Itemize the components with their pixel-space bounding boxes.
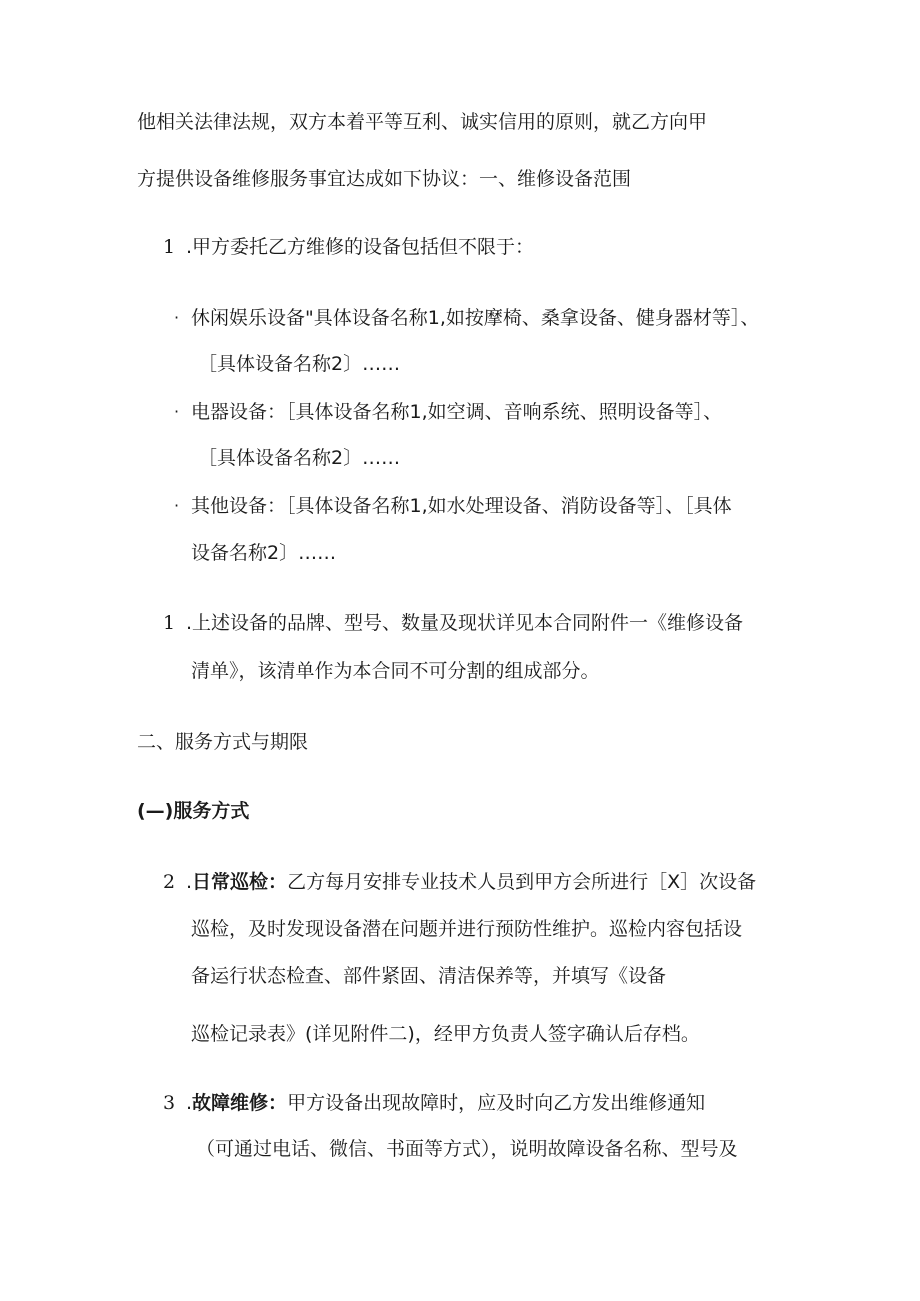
intro-line-1: 他相关法律法规，双方本着平等互利、诚实信用的原则，就乙方向甲 xyxy=(137,111,708,133)
item-rest: 甲方设备出现故障时，应及时向乙方发出维修通知 xyxy=(287,1092,706,1114)
item-bold-label: 故障维修： xyxy=(192,1092,288,1114)
item-number: 2 xyxy=(163,871,176,893)
item-bold-label: 日常巡检： xyxy=(192,871,288,893)
section-heading: 二、服务方式与期限 xyxy=(137,731,309,753)
bullet-mark: · xyxy=(174,308,180,327)
item-number: 1 xyxy=(163,612,176,634)
item-number: 1 xyxy=(163,236,176,258)
sub-heading: (—)服务方式 xyxy=(137,800,250,822)
bullet-line: 设备名称2〕…… xyxy=(191,542,337,564)
bullet-line: 休闲娱乐设备"具体设备名称1,如按摩椅、桑拿设备、健身器材等］、 xyxy=(191,307,760,329)
bullet-mark: · xyxy=(174,402,180,421)
item-text: （可通过电话、微信、书面等方式），说明故障设备名称、型号及 xyxy=(196,1138,738,1160)
item-prefix: . xyxy=(186,1092,193,1114)
item-number: 3 xyxy=(163,1092,176,1114)
item-text xyxy=(186,869,756,895)
bullet-line: 电器设备：［具体设备名称1,如空调、音响系统、照明设备等］、 xyxy=(191,401,723,423)
item-text: 备运行状态检查、部件紧固、清洁保养等，并填写《设备 xyxy=(191,965,667,987)
item-text: 巡检记录表》(详见附件二)，经甲方负责人签字确认后存档。 xyxy=(191,1023,700,1045)
item-prefix: . xyxy=(186,871,193,893)
item-text: .甲方委托乙方维修的设备包括但不限于： xyxy=(186,236,535,258)
item-text: 巡检，及时发现设备潜在问题并进行预防性维护。巡检内容包括设 xyxy=(191,918,743,940)
item-rest: 乙方每月安排专业技术人员到甲方会所进行［X］次设备 xyxy=(287,871,757,893)
intro-line-2: 方提供设备维修服务事宜达成如下协议：一、维修设备范围 xyxy=(137,168,632,190)
bullet-line: 其他设备：［具体设备名称1,如水处理设备、消防设备等］、［具体 xyxy=(191,495,732,517)
bullet-line: ［具体设备名称2〕…… xyxy=(198,353,401,375)
bullet-mark: · xyxy=(174,496,180,515)
item-text: .上述设备的品牌、型号、数量及现状详见本合同附件一《维修设备 xyxy=(186,612,744,634)
item-text xyxy=(186,1090,705,1116)
bullet-line: ［具体设备名称2〕…… xyxy=(198,447,401,469)
item-text: 清单》，该清单作为本合同不可分割的组成部分。 xyxy=(191,660,600,682)
